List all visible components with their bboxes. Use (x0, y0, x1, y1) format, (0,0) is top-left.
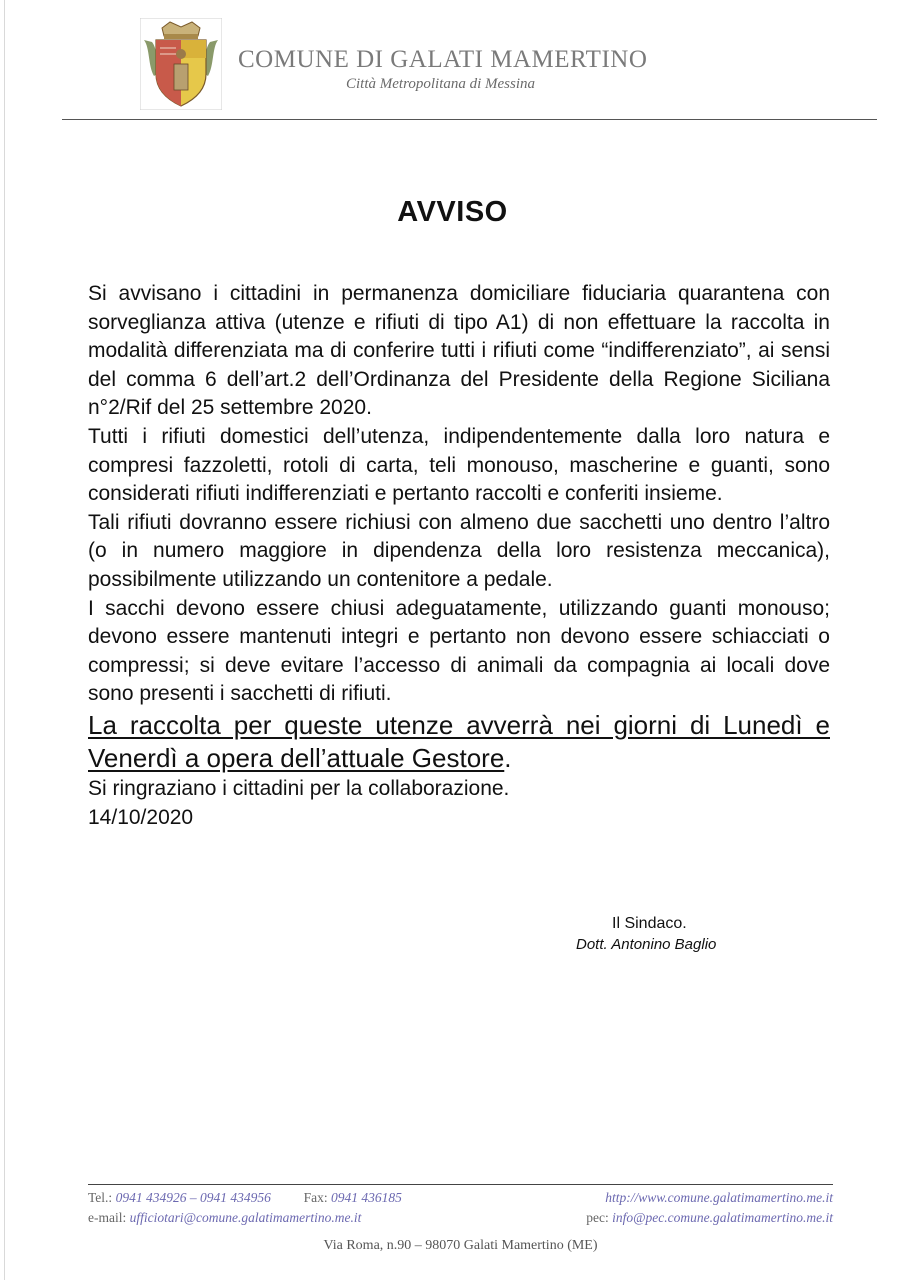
municipality-subtitle: Città Metropolitana di Messina (346, 76, 536, 92)
notice-paragraph-2: Tutti i rifiuti domestici dell’utenza, indipendentemente dalla loro natura e compresi fazzoletti, rotoli di carta, teli monouso, mascherine e guanti, sono considerati rifiuti indifferenziati e pertanto raccolti e conferiti insieme. (88, 424, 830, 506)
email-label: e-mail: (88, 1210, 127, 1225)
fax-label: Fax: (303, 1190, 328, 1205)
collection-days-text: La raccolta per queste utenze avverrà nei giorni di Lunedì e Venerdì a opera dell’attuale Gestore (88, 709, 830, 773)
collection-days-period: . (504, 742, 512, 773)
tel-label: Tel.: (88, 1190, 113, 1205)
footer-divider (88, 1184, 833, 1185)
website-link[interactable]: http://www.comune.galatimamertino.me.it (605, 1190, 833, 1205)
tel-value[interactable]: 0941 434926 – 0941 434956 (115, 1190, 271, 1205)
email-link[interactable]: ufficiotari@comune.galatimamertino.me.it (129, 1210, 362, 1225)
footer-row-phone (88, 1188, 833, 1208)
coat-of-arms-icon (140, 18, 222, 110)
pec-group (586, 1208, 833, 1228)
signatory-name: Dott. Antonino Baglio (576, 936, 717, 953)
fax-value: 0941 436185 (330, 1190, 402, 1205)
notice-title: AVVISO (397, 196, 508, 228)
letterhead (140, 18, 840, 114)
phone-fax-group (88, 1188, 402, 1208)
notice-body (88, 280, 830, 832)
footer-address: Via Roma, n.90 – 98070 Galati Mamertino (ME) (323, 1238, 598, 1253)
header-divider (62, 119, 877, 120)
footer-row-email (88, 1208, 833, 1228)
notice-paragraph-3: Tali rifiuti dovranno essere richiusi con almeno due sacchetti uno dentro l’altro (o in numero maggiore in dipendenza della loro resistenza meccanica), possibilmente utilizzando un contenitore a pedale. (88, 510, 830, 591)
signature-block (576, 914, 756, 956)
municipality-title: COMUNE DI GALATI MAMERTINO (238, 46, 648, 73)
footer (88, 1188, 833, 1254)
notice-date: 14/10/2020 (88, 805, 194, 829)
page-edge (4, 0, 5, 1280)
collection-days-notice (88, 709, 830, 775)
email-group (88, 1208, 361, 1228)
signatory-role: Il Sindaco. (612, 915, 687, 932)
thanks-line: Si ringraziano i cittadini per la collaborazione. (88, 776, 510, 800)
notice-paragraph-4: I sacchi devono essere chiusi adeguatamente, utilizzando guanti monouso; devono essere mantenuti integri e pertanto non devono essere schiacciati o compressi; si deve evitare l’accesso di animali da compagnia ai locali dove sono presenti i sacchetti di rifiuti. (88, 596, 830, 706)
pec-link[interactable]: info@pec.comune.galatimamertino.me.it (612, 1210, 833, 1225)
pec-label: pec: (586, 1210, 609, 1225)
notice-paragraph-1: Si avvisano i cittadini in permanenza domiciliare fiduciaria quarantena con sorveglianza attiva (utenze e rifiuti di tipo A1) di non effettuare la raccolta in modalità differenziata ma di conferire tutti i rifiuti come “indifferenziato”, ai sensi del comma 6 dell’art.2 dell’Ordinanza del Presidente della Regione Siciliana n°2/Rif del 25 settembre 2020. (88, 282, 830, 420)
